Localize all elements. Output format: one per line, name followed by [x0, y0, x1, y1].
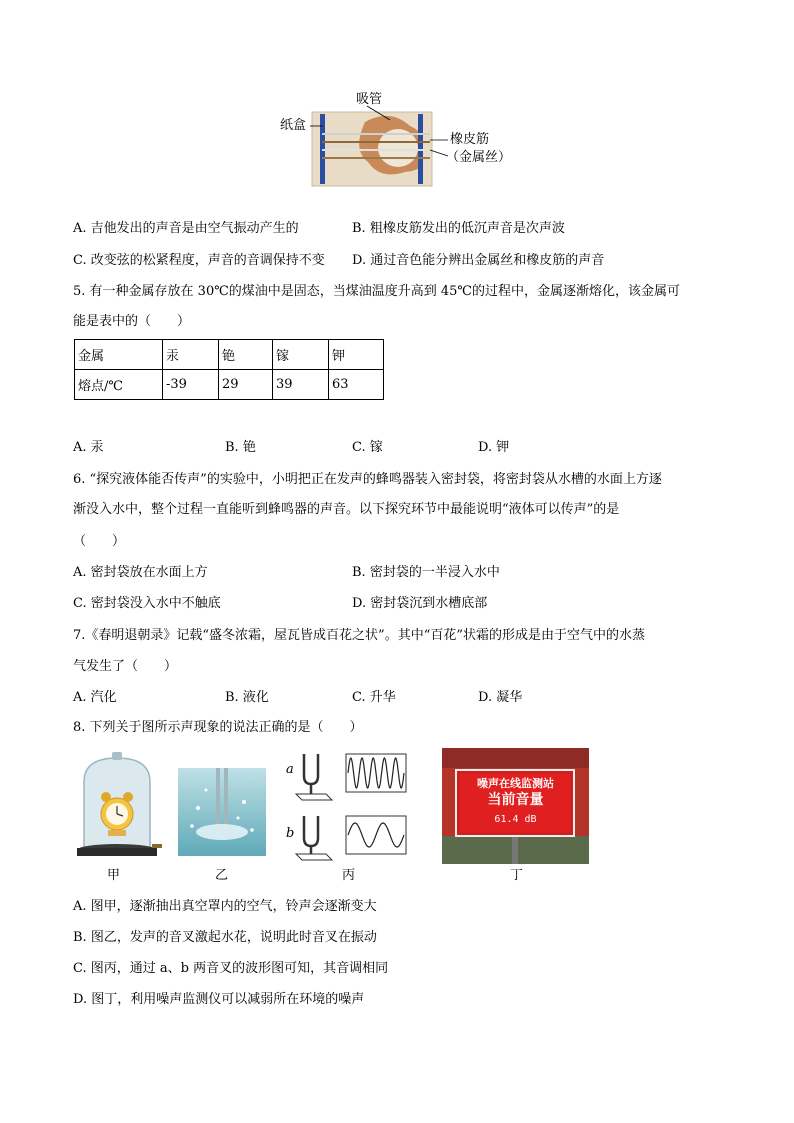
caption-bing: 丙 — [342, 868, 356, 883]
q8-option-a: A. 图甲，逐渐抽出真空罩内的空气，铃声会逐渐变大 — [73, 899, 377, 914]
q4-option-d: D. 通过音色能分辨出金属丝和橡皮筋的声音 — [352, 253, 605, 268]
table-cell: 镓 — [273, 340, 329, 370]
q6-option-c: C. 密封袋没入水中不触底 — [73, 596, 221, 611]
q7-option-a: A. 汽化 — [73, 690, 117, 705]
guitar-figure — [270, 90, 540, 190]
table-cell: 29 — [219, 370, 273, 400]
table-cell: 金属 — [75, 340, 163, 370]
fork-a-label: a — [286, 762, 294, 777]
q8-option-b: B. 图乙，发声的音叉激起水花，说明此时音叉在振动 — [73, 930, 377, 945]
q6-option-a: A. 密封袋放在水面上方 — [73, 565, 208, 580]
q5-option-c: C. 镓 — [352, 440, 383, 455]
table-row — [75, 340, 384, 370]
box-label: 纸盒 — [280, 118, 307, 133]
q4-option-b: B. 粗橡皮筋发出的低沉声音是次声波 — [352, 221, 565, 236]
q6-stem-line2: 渐没入水中，整个过程一直能听到蜂鸣器的声音。以下探究环节中最能说明“液体可以传声”的是 — [73, 502, 620, 517]
q8-stem: 8. 下列关于图所示声现象的说法正确的是（ ） — [73, 720, 363, 735]
table-cell: -39 — [163, 370, 219, 400]
tuning-fork-figure — [284, 750, 414, 865]
q5-option-d: D. 钾 — [478, 440, 510, 455]
melting-point-table — [74, 339, 384, 400]
noise-monitor-figure — [442, 748, 589, 864]
table-cell: 39 — [273, 370, 329, 400]
caption-ding: 丁 — [510, 868, 524, 883]
table-cell: 63 — [329, 370, 384, 400]
q5-stem-line1: 5. 有一种金属存放在 30℃的煤油中是固态，当煤油温度升高到 45℃的过程中，金属逐渐熔化，该金属可 — [73, 284, 680, 299]
q8-option-c: C. 图丙，通过 a、b 两音叉的波形图可知，其音调相同 — [73, 961, 389, 976]
splash-figure — [178, 768, 266, 856]
q5-option-b: B. 铯 — [225, 440, 256, 455]
monitor-title: 噪声在线监测站 — [477, 777, 554, 790]
q4-option-c: C. 改变弦的松紧程度，声音的音调保持不变 — [73, 253, 325, 268]
q5-option-a: A. 汞 — [73, 440, 104, 455]
table-row — [75, 370, 384, 400]
q6-option-b: B. 密封袋的一半浸入水中 — [352, 565, 500, 580]
caption-jia: 甲 — [107, 868, 121, 883]
straw-label: 吸管 — [356, 92, 383, 107]
monitor-current-volume: 当前音量 — [487, 792, 544, 808]
q7-stem-line1: 7.《春明退朝录》记载“盛冬浓霜，屋瓦皆成百花之状”。其中“百花”状霜的形成是由于空气中的水蒸 — [73, 628, 645, 643]
q8-option-d: D. 图丁，利用噪声监测仪可以减弱所在环境的噪声 — [73, 992, 365, 1007]
metal-wire-label: （金属丝） — [446, 150, 512, 165]
monitor-reading: 61.4 dB — [494, 814, 537, 825]
q6-stem-line3: （ ） — [73, 534, 126, 549]
fork-b-label: b — [286, 826, 295, 841]
caption-yi: 乙 — [215, 868, 229, 883]
q7-option-d: D. 凝华 — [478, 690, 523, 705]
rubber-label: 橡皮筋 — [450, 132, 490, 147]
table-cell: 铯 — [219, 340, 273, 370]
q6-option-d: D. 密封袋沉到水槽底部 — [352, 596, 488, 611]
bell-jar-figure — [72, 752, 162, 862]
table-cell: 熔点/℃ — [75, 370, 163, 400]
q4-option-a: A. 吉他发出的声音是由空气振动产生的 — [73, 221, 299, 236]
q7-option-b: B. 液化 — [225, 690, 269, 705]
q7-stem-line2: 气发生了（ ） — [73, 659, 178, 674]
q6-stem-line1: 6. “探究液体能否传声”的实验中，小明把正在发声的蜂鸣器装入密封袋，将密封袋从水槽的水面上方逐 — [73, 472, 662, 487]
q7-option-c: C. 升华 — [352, 690, 396, 705]
table-cell: 钾 — [329, 340, 384, 370]
q5-stem-line2: 能是表中的（ ） — [73, 314, 191, 329]
table-cell: 汞 — [163, 340, 219, 370]
guitar-illustration — [270, 90, 540, 190]
